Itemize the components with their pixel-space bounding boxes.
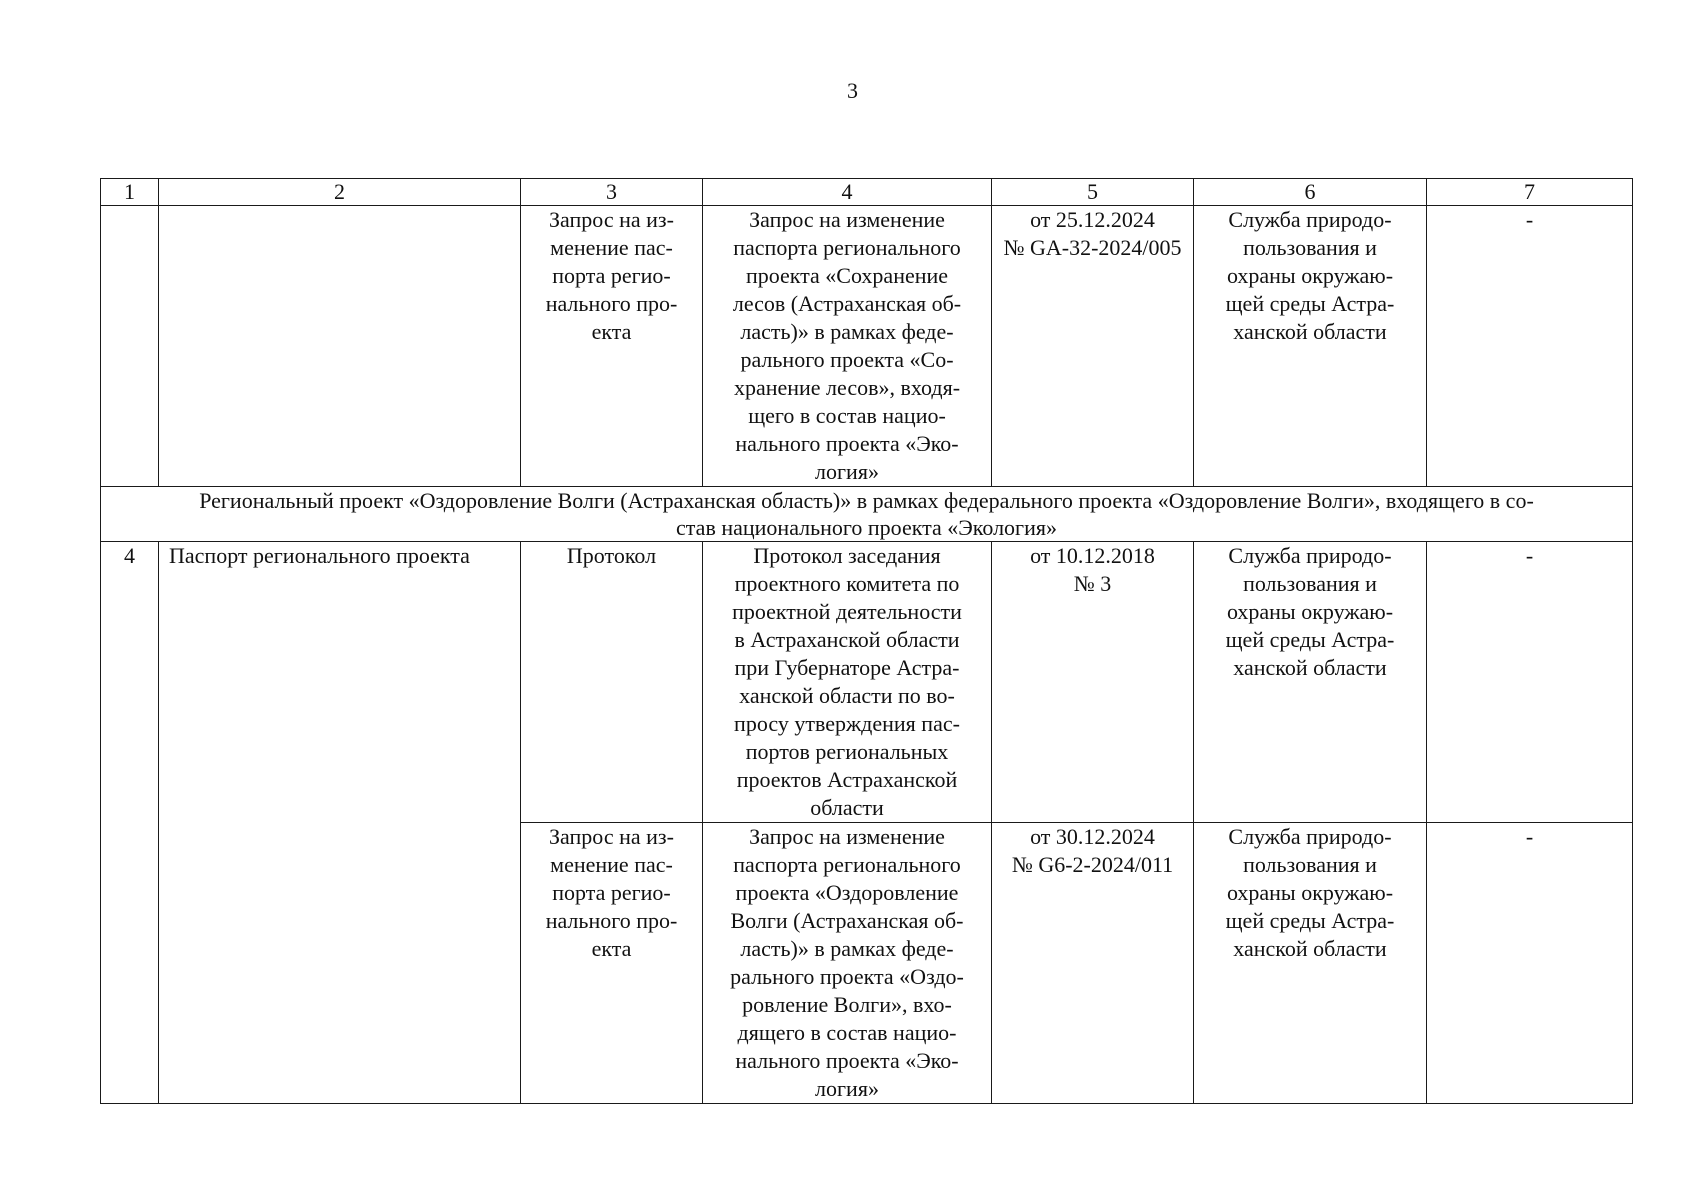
note-cell <box>1427 206 1633 487</box>
document-type-cell <box>521 823 703 1104</box>
document-title-text: Запрос на изменение паспорта регионального проекта «Сохранение лесов (Астраханская об- ласть)» в рамках феде- рального проекта «Со- хранение лесов», входя- щего в состав нацио- нального проекта «Эко- логия» <box>732 207 962 484</box>
header-cell-1: 1 <box>101 179 159 206</box>
note-cell <box>1427 823 1633 1104</box>
header-cell-3: 3 <box>521 179 703 206</box>
document-title-text: Протокол заседания проектного комитета по проектной деятельности в Астраханской области при Губернаторе Астра- ханской области по во- просу утверждения пас- портов региональных проектов Астраханской области <box>732 543 962 820</box>
document-name-cell: Паспорт регионального проекта <box>159 542 521 1104</box>
document-date-cell <box>992 823 1194 1104</box>
responsible-body-text: Служба природо- пользования и охраны окружаю- щей среды Астра- ханской области <box>1225 207 1395 344</box>
header-cell-6: 6 <box>1194 179 1427 206</box>
document-date-text: от 25.12.2024 № GA-32-2024/005 <box>1003 207 1182 260</box>
note-text: - <box>1525 207 1534 232</box>
document-date-cell <box>992 542 1194 823</box>
document-date-text: от 10.12.2018 № 3 <box>1030 543 1155 596</box>
document-date-cell <box>992 206 1194 487</box>
responsible-body-text: Служба природо- пользования и охраны окружаю- щей среды Астра- ханской области <box>1225 824 1395 961</box>
note-text: - <box>1525 824 1534 849</box>
row-number-cell <box>101 206 159 487</box>
document-type-text: Запрос на из- менение пас- порта регио- нального про- екта <box>545 824 678 961</box>
responsible-body-cell <box>1194 823 1427 1104</box>
header-cell-2: 2 <box>159 179 521 206</box>
note-cell <box>1427 542 1633 823</box>
row-number-cell: 4 <box>101 542 159 1104</box>
document-type-cell <box>521 206 703 487</box>
section-title <box>101 487 1633 542</box>
document-title-cell <box>703 542 992 823</box>
section-row <box>101 487 1633 542</box>
document-type-text: Протокол <box>566 543 657 568</box>
table-row <box>101 542 1633 823</box>
responsible-body-cell <box>1194 542 1427 823</box>
document-type-text: Запрос на из- менение пас- порта регио- нального про- екта <box>545 207 678 344</box>
document-title-text: Запрос на изменение паспорта регионального проекта «Оздоровление Волги (Астраханская об- ласть)» в рамках феде- рального проекта «Оздо- ровление Волги», вхо- дящего в состав нацио- нального проекта «Эко- логия» <box>730 824 964 1101</box>
header-cell-7: 7 <box>1427 179 1633 206</box>
document-date-text: от 30.12.2024 № G6-2-2024/011 <box>1011 824 1174 877</box>
responsible-body-cell <box>1194 206 1427 487</box>
page-number: 3 <box>847 78 858 103</box>
note-text: - <box>1525 543 1534 568</box>
document-title-cell <box>703 206 992 487</box>
document-title-cell <box>703 823 992 1104</box>
document-table <box>100 178 1633 1104</box>
responsible-body-text: Служба природо- пользования и охраны окружаю- щей среды Астра- ханской области <box>1225 543 1395 680</box>
header-cell-4: 4 <box>703 179 992 206</box>
document-name-cell <box>159 206 521 487</box>
section-title-text: Региональный проект «Оздоровление Волги (Астраханская область)» в рамках федерального проекта «Оздоровление Волги», входящего в со- став национального проекта «Экология» <box>199 488 1534 540</box>
document-type-cell <box>521 542 703 823</box>
header-row <box>101 179 1633 206</box>
table-row <box>101 206 1633 487</box>
header-cell-5: 5 <box>992 179 1194 206</box>
